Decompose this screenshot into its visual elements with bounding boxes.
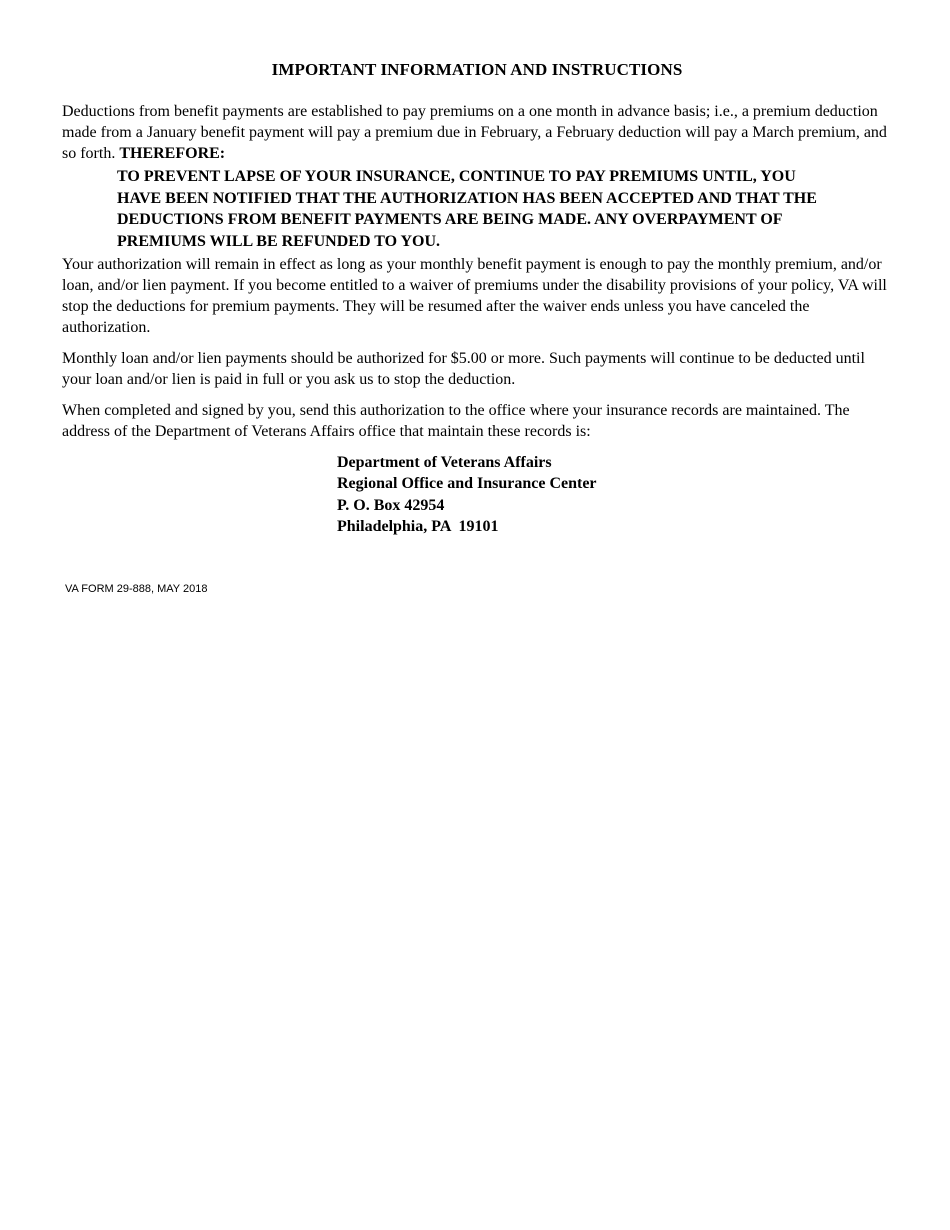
therefore-label: THEREFORE: xyxy=(119,145,226,162)
address-line-1: Department of Veterans Affairs xyxy=(337,453,552,471)
premium-deduction-paragraph xyxy=(62,101,892,164)
page-title: IMPORTANT INFORMATION AND INSTRUCTIONS xyxy=(271,60,683,79)
address-line-4: Philadelphia, PA 19101 xyxy=(337,518,499,536)
address-line-2: Regional Office and Insurance Center xyxy=(337,475,597,493)
loan-lien-paragraph: Monthly loan and/or lien payments should be authorized for $5.00 or more. Such payments will continue to be deducted until your loan and/or lien is paid in full or you ask us to stop the deduction. xyxy=(62,349,865,388)
premium-deduction-text: Deductions from benefit payments are established to pay premiums on a one month in advance basis; i.e., a premium deduction made from a January benefit payment will pay a premium due in February, a February deduction will pay a March premium, and so forth. xyxy=(62,103,887,162)
submission-paragraph: When completed and signed by you, send this authorization to the office where your insurance records are maintained. The address of the Department of Veterans Affairs office that maintain these records is: xyxy=(62,401,850,440)
authorization-paragraph: Your authorization will remain in effect as long as your monthly benefit payment is enough to pay the monthly premium, and/or loan, and/or lien payment. If you become entitled to a waiver of premiums under the disability provisions of your policy, VA will stop the deductions for premium payments. They will be resumed after the waiver ends unless you have canceled the authorization. xyxy=(62,255,887,336)
mailing-address xyxy=(337,452,892,538)
address-line-3: P. O. Box 42954 xyxy=(337,496,445,514)
lapse-warning: TO PREVENT LAPSE OF YOUR INSURANCE, CONTINUE TO PAY PREMIUMS UNTIL, YOU HAVE BEEN NOTIFIED THAT THE AUTHORIZATION HAS BEEN ACCEPTED AND THAT THE DEDUCTIONS FROM BENEFIT PAYMENTS ARE BEING MADE. ANY OVERPAYMENT OF PREMIUMS WILL BE REFUNDED TO YOU. xyxy=(117,168,817,251)
form-footer: VA FORM 29-888, MAY 2018 xyxy=(65,583,208,595)
document-page xyxy=(62,60,892,538)
